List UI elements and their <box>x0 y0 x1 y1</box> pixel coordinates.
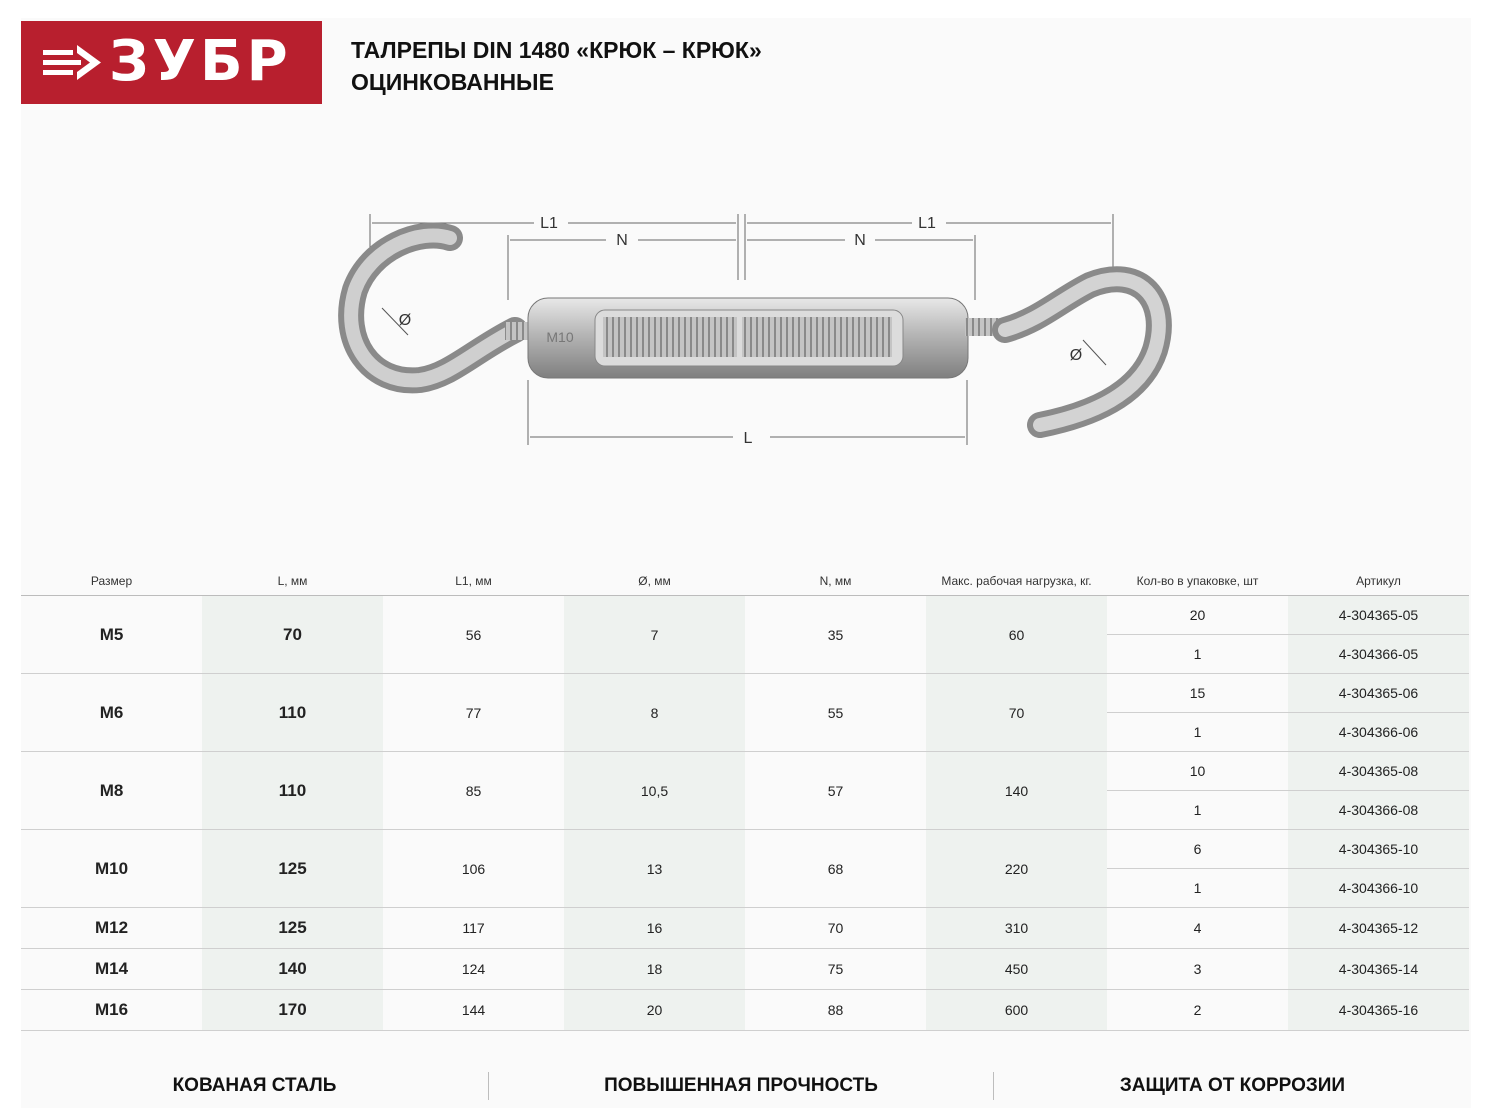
cell-n: 68 <box>745 830 926 908</box>
cell-n: 75 <box>745 949 926 990</box>
cell-diameter: 8 <box>564 674 745 752</box>
cell-size: M16 <box>21 990 202 1031</box>
cell-size: M5 <box>21 596 202 674</box>
cell-n: 70 <box>745 908 926 949</box>
label-n-right: N <box>854 232 866 249</box>
thread-left <box>603 317 737 357</box>
cell-diameter: 16 <box>564 908 745 949</box>
feature-corrosion: ЗАЩИТА ОТ КОРРОЗИИ <box>1119 1075 1346 1096</box>
cell-qty: 1 <box>1107 869 1288 908</box>
brand-name: ЗУБР <box>109 29 292 94</box>
turnbuckle-drawing <box>300 190 1180 470</box>
cell-article: 4-304365-06 <box>1288 674 1469 713</box>
cell-n: 88 <box>745 990 926 1031</box>
cell-article: 4-304365-05 <box>1288 596 1469 635</box>
table-row <box>21 908 1469 949</box>
cell-qty: 6 <box>1107 830 1288 869</box>
cell-qty: 1 <box>1107 791 1288 830</box>
cell-qty: 10 <box>1107 752 1288 791</box>
page-title <box>351 34 762 98</box>
label-l1-right: L1 <box>918 215 936 232</box>
nut-mark: M10 <box>546 329 574 345</box>
cell-l1: 77 <box>383 674 564 752</box>
table-row <box>21 949 1469 990</box>
cell-size: M8 <box>21 752 202 830</box>
title-line-1: ТАЛРЕПЫ DIN 1480 «КРЮК – КРЮК» <box>351 37 762 63</box>
cell-load: 70 <box>926 674 1107 752</box>
features-bar <box>21 1066 1471 1106</box>
cell-diameter: 13 <box>564 830 745 908</box>
label-diameter-left: Ø <box>398 312 412 329</box>
header-qty: Кол-во в упаковке, шт <box>1107 566 1288 596</box>
cell-l: 125 <box>202 830 383 908</box>
header-l: L, мм <box>202 566 383 596</box>
thread-right <box>742 317 892 357</box>
arrows-icon <box>43 41 107 85</box>
cell-size: M12 <box>21 908 202 949</box>
cell-article: 4-304365-10 <box>1288 830 1469 869</box>
table-header-row <box>21 566 1469 596</box>
cell-diameter: 7 <box>564 596 745 674</box>
cell-article: 4-304366-05 <box>1288 635 1469 674</box>
label-l: L <box>743 430 753 447</box>
cell-article: 4-304366-06 <box>1288 713 1469 752</box>
cell-l1: 56 <box>383 596 564 674</box>
feature-forged-steel: КОВАНАЯ СТАЛЬ <box>172 1075 337 1096</box>
cell-qty: 2 <box>1107 990 1288 1031</box>
cell-l: 110 <box>202 752 383 830</box>
cell-l: 170 <box>202 990 383 1031</box>
cell-l: 125 <box>202 908 383 949</box>
cell-diameter: 20 <box>564 990 745 1031</box>
cell-l1: 124 <box>383 949 564 990</box>
cell-qty: 4 <box>1107 908 1288 949</box>
cell-article: 4-304365-14 <box>1288 949 1469 990</box>
label-diameter-right: Ø <box>1069 347 1083 364</box>
cell-l: 70 <box>202 596 383 674</box>
label-l1-left: L1 <box>540 215 558 232</box>
header-load: Макс. рабочая нагрузка, кг. <box>926 566 1107 596</box>
cell-size: M14 <box>21 949 202 990</box>
cell-load: 600 <box>926 990 1107 1031</box>
header-size: Размер <box>21 566 202 596</box>
cell-qty: 1 <box>1107 635 1288 674</box>
brand-logo <box>21 21 322 104</box>
cell-qty: 1 <box>1107 713 1288 752</box>
cell-diameter: 18 <box>564 949 745 990</box>
spec-table <box>21 566 1469 1031</box>
table-row <box>21 830 1469 869</box>
cell-l1: 106 <box>383 830 564 908</box>
cell-load: 60 <box>926 596 1107 674</box>
cell-l1: 117 <box>383 908 564 949</box>
cell-load: 220 <box>926 830 1107 908</box>
cell-n: 55 <box>745 674 926 752</box>
cell-article: 4-304365-12 <box>1288 908 1469 949</box>
feature-strength: ПОВЫШЕННАЯ ПРОЧНОСТЬ <box>604 1075 878 1096</box>
header-diameter: Ø, мм <box>564 566 745 596</box>
header-n: N, мм <box>745 566 926 596</box>
cell-article: 4-304366-08 <box>1288 791 1469 830</box>
header-l1: L1, мм <box>383 566 564 596</box>
table-row <box>21 752 1469 791</box>
cell-size: M10 <box>21 830 202 908</box>
cell-size: M6 <box>21 674 202 752</box>
cell-qty: 3 <box>1107 949 1288 990</box>
cell-article: 4-304366-10 <box>1288 869 1469 908</box>
cell-l1: 85 <box>383 752 564 830</box>
table-row <box>21 596 1469 635</box>
header-article: Артикул <box>1288 566 1469 596</box>
cell-l1: 144 <box>383 990 564 1031</box>
title-line-2: ОЦИНКОВАННЫЕ <box>351 69 554 95</box>
cell-article: 4-304365-16 <box>1288 990 1469 1031</box>
cell-qty: 20 <box>1107 596 1288 635</box>
cell-qty: 15 <box>1107 674 1288 713</box>
cell-diameter: 10,5 <box>564 752 745 830</box>
cell-load: 310 <box>926 908 1107 949</box>
cell-load: 450 <box>926 949 1107 990</box>
cell-n: 57 <box>745 752 926 830</box>
cell-article: 4-304365-08 <box>1288 752 1469 791</box>
cell-l: 140 <box>202 949 383 990</box>
table-row <box>21 674 1469 713</box>
label-n-left: N <box>616 232 628 249</box>
table-row <box>21 990 1469 1031</box>
cell-n: 35 <box>745 596 926 674</box>
cell-load: 140 <box>926 752 1107 830</box>
cell-l: 110 <box>202 674 383 752</box>
